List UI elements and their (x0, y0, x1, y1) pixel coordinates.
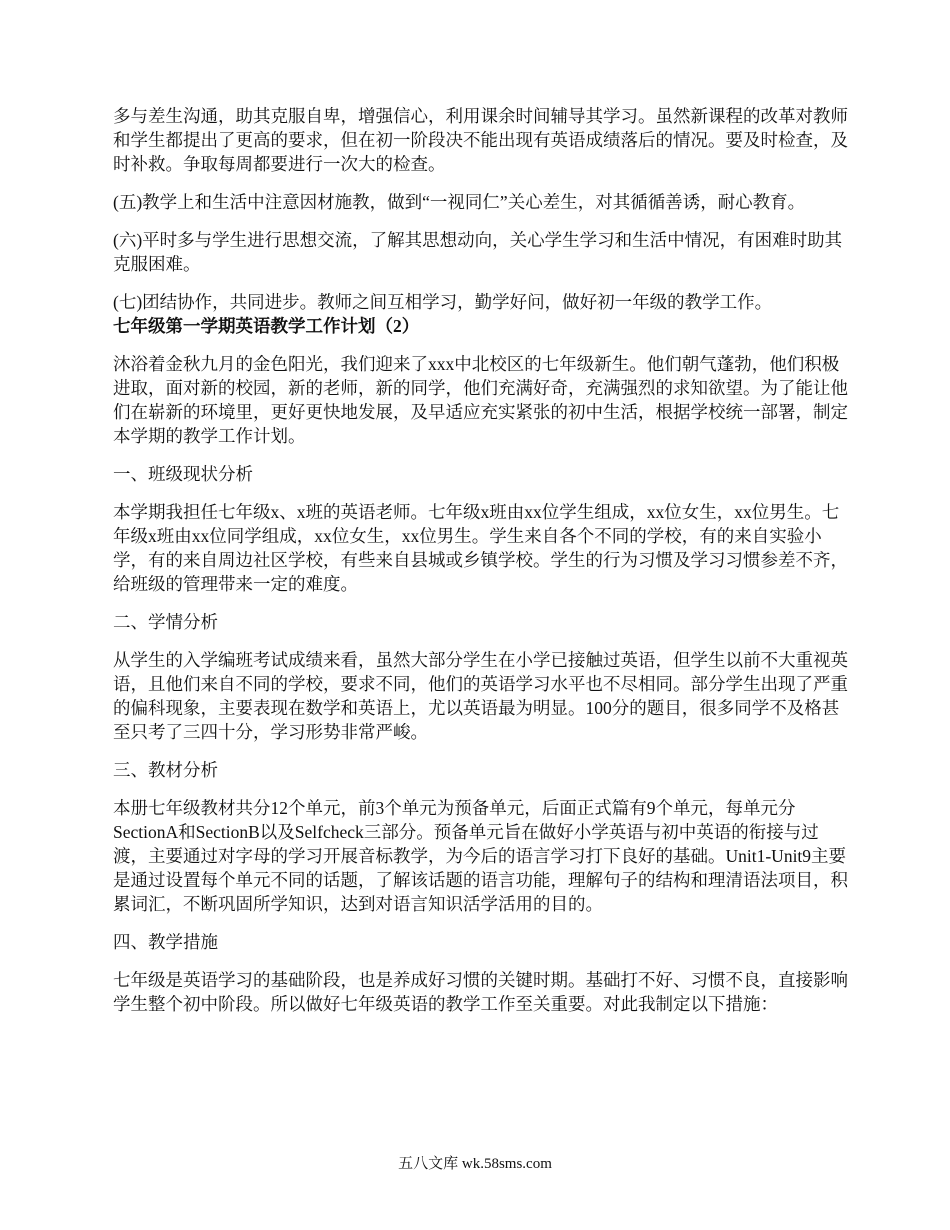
paragraph: 多与差生沟通，助其克服自卑，增强信心，利用课余时间辅导其学习。虽然新课程的改革对教师和学生都提出了更高的要求，但在初一阶段决不能出现有英语成绩落后的情况。要及时检查，及时补救。争取每周都要进行一次大的检查。 (113, 106, 848, 174)
footer-watermark: 五八文库 wk.58sms.com (398, 1156, 552, 1172)
paragraph: (五)教学上和生活中注意因材施教，做到“一视同仁”关心差生，对其循循善诱，耐心教育。 (113, 192, 806, 212)
subheading-textbook-analysis: 三、教材分析 (113, 760, 218, 780)
document-body (113, 104, 849, 1016)
subheading-teaching-measures: 四、教学措施 (113, 932, 218, 952)
paragraph: 本册七年级教材共分12个单元，前3个单元为预备单元，后面正式篇有9个单元，每单元分SectionA和SectionB以及Selfcheck三部分。预备单元旨在做好小学英语与初中英语的衔接与过渡，主要通过对字母的学习开展音标教学，为今后的语言学习打下良好的基础。Unit1-Unit9主要是通过设置每个单元不同的话题，了解该话题的语言功能，理解句子的结构和理清语法项目，积累词汇，不断巩固所学知识，达到对语言知识活学活用的目的。 (113, 798, 848, 914)
intro-paragraph: 沐浴着金秋九月的金色阳光，我们迎来了xxx中北校区的七年级新生。他们朝气蓬勃，他们积极进取，面对新的校园，新的老师，新的同学，他们充满好奇，充满强烈的求知欲望。为了能让他们在崭新的环境里，更好更快地发展，及早适应充实紧张的初中生活，根据学校统一部署，制定本学期的教学工作计划。 (113, 354, 848, 446)
subheading-class-analysis: 一、班级现状分析 (113, 464, 253, 484)
paragraph: (六)平时多与学生进行思想交流，了解其思想动向，关心学生学习和生活中情况，有困难时助其克服困难。 (113, 230, 843, 274)
paragraph: 从学生的入学编班考试成绩来看，虽然大部分学生在小学已接触过英语，但学生以前不大重视英语，且他们来自不同的学校，要求不同，他们的英语学习水平也不尽相同。部分学生出现了严重的偏科现象，主要表现在数学和英语上，尤以英语最为明显。100分的题目，很多同学不及格甚至只考了三四十分，学习形势非常严峻。 (113, 650, 848, 742)
paragraph: 七年级是英语学习的基础阶段，也是养成好习惯的关键时期。基础打不好、习惯不良，直接影响学生整个初中阶段。所以做好七年级英语的教学工作至关重要。对此我制定以下措施： (113, 970, 848, 1014)
section-title: 七年级第一学期英语教学工作计划（2） (113, 316, 420, 336)
paragraph: (七)团结协作，共同进步。教师之间互相学习，勤学好问，做好初一年级的教学工作。 (113, 292, 773, 312)
paragraph: 本学期我担任七年级x、x班的英语老师。七年级x班由xx位学生组成，xx位女生，xx位男生。七年级x班由xx位同学组成，xx位女生，xx位男生。学生来自各个不同的学校，有的来自实验小学，有的来自周边社区学校，有些来自县城或乡镇学校。学生的行为习惯及学习习惯参差不齐，给班级的管理带来一定的难度。 (113, 502, 848, 594)
subheading-student-analysis: 二、学情分析 (113, 612, 218, 632)
